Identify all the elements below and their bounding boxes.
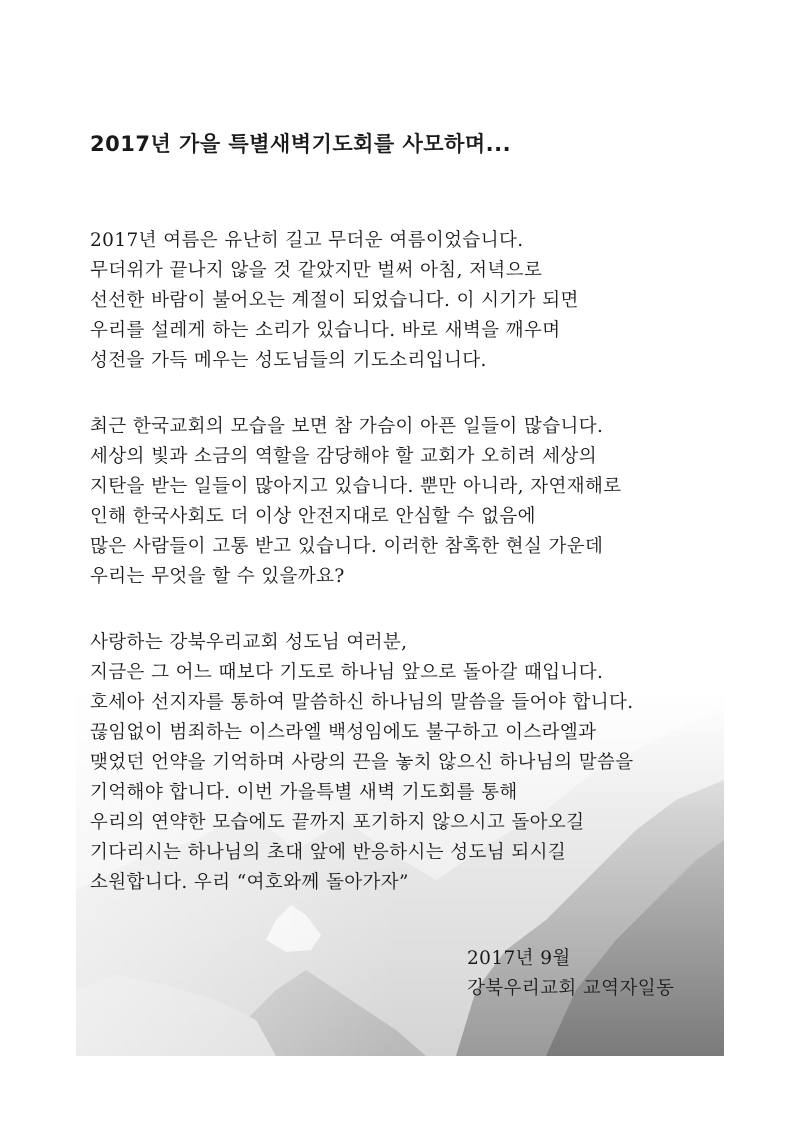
text-line: 사랑하는 강북우리교회 성도님 여러분, bbox=[90, 632, 408, 653]
text-line: 세상의 빛과 소금의 역할을 감당해야 할 교회가 오히려 세상의 bbox=[90, 446, 598, 467]
text-line: 맺었던 언약을 기억하며 사랑의 끈을 놓치 않으신 하나님의 말씀을 bbox=[90, 752, 634, 773]
paragraph-1 bbox=[90, 226, 730, 376]
document-title: 2017년 가을 특별새벽기도회를 사모하며... bbox=[90, 132, 512, 156]
text-line: 기다리시는 하나님의 초대 앞에 반응하시는 성도님 되시길 bbox=[90, 842, 567, 863]
paragraph-3 bbox=[90, 628, 730, 898]
signature-block bbox=[467, 944, 674, 1004]
text-line: 지금은 그 어느 때보다 기도로 하나님 앞으로 돌아갈 때입니다. bbox=[90, 662, 604, 683]
paragraph-2 bbox=[90, 412, 730, 592]
signature-author: 강북우리교회 교역자일동 bbox=[467, 978, 675, 999]
text-line: 우리는 무엇을 할 수 있을까요? bbox=[90, 566, 345, 587]
text-line: 많은 사람들이 고통 받고 있습니다. 이러한 참혹한 현실 가운데 bbox=[90, 536, 604, 557]
text-line: 소원합니다. 우리 “여호와께 돌아가자” bbox=[90, 872, 409, 893]
text-line: 무더위가 끝나지 않을 것 같았지만 벌써 아침, 저녁으로 bbox=[90, 260, 543, 281]
text-line: 끊임없이 범죄하는 이스라엘 백성임에도 불구하고 이스라엘과 bbox=[90, 722, 597, 743]
text-line: 인해 한국사회도 더 이상 안전지대로 안심할 수 없음에 bbox=[90, 506, 536, 527]
text-line: 성전을 가득 메우는 성도님들의 기도소리입니다. bbox=[90, 350, 487, 371]
text-line: 최근 한국교회의 모습을 보면 참 가슴이 아픈 일들이 많습니다. bbox=[90, 416, 604, 437]
text-line: 기억해야 합니다. 이번 가을특별 새벽 기도회를 통해 bbox=[90, 782, 518, 803]
text-line: 2017년 여름은 유난히 길고 무더운 여름이었습니다. bbox=[90, 230, 524, 251]
text-line: 우리를 설레게 하는 소리가 있습니다. 바로 새벽을 깨우며 bbox=[90, 320, 561, 341]
text-line: 우리의 연약한 모습에도 끝까지 포기하지 않으시고 돌아오길 bbox=[90, 812, 585, 833]
text-line: 선선한 바람이 불어오는 계절이 되었습니다. 이 시기가 되면 bbox=[90, 290, 579, 311]
text-line: 지탄을 받는 일들이 많아지고 있습니다. 뿐만 아니라, 자연재해로 bbox=[90, 476, 622, 497]
text-line: 호세아 선지자를 통하여 말씀하신 하나님의 말씀을 들어야 합니다. bbox=[90, 692, 634, 713]
letter-body bbox=[90, 226, 730, 934]
signature-date: 2017년 9월 bbox=[467, 948, 571, 969]
